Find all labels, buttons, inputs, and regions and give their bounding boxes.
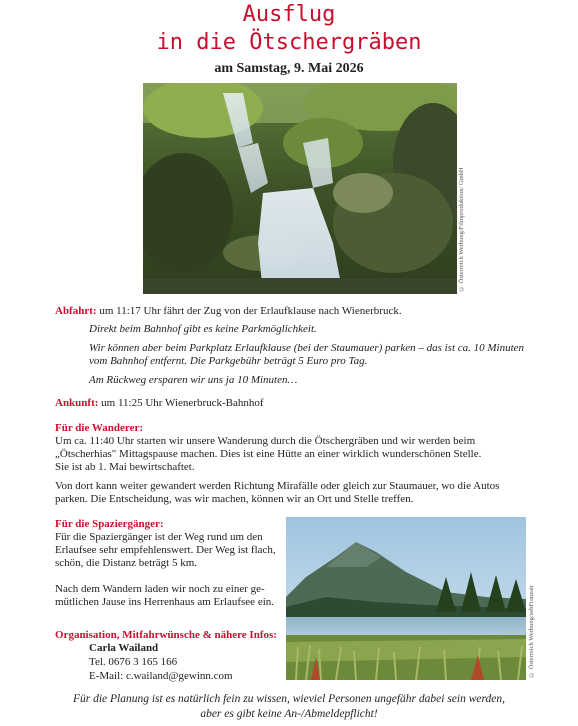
abfahrt-note-1: Direkt beim Bahnhof gibt es keine Parkmöglichkeit. xyxy=(89,323,317,335)
abfahrt-note-2a: Wir können aber beim Parkplatz Erlaufklause (bei der Staumauer) parken – das ist ca. 10 Minuten xyxy=(89,342,525,354)
wanderer-heading: Für die Wanderer: xyxy=(55,422,143,434)
footer-line-1: Für die Planung ist es natürlich fein zu wissen, wieviel Personen ungefähr dabei sein werden, xyxy=(72,693,506,705)
contact-email[interactable]: E-Mail: c.wailand@gewinn.com xyxy=(89,670,233,682)
organisation-heading: Organisation, Mitfahrwünsche & nähere Infos: xyxy=(55,629,277,641)
photo-credit-2: © Österreich Werbung/sebFranzair xyxy=(528,585,535,678)
ankunft-text: um 11:25 Uhr Wienerbruck-Bahnhof xyxy=(98,397,264,409)
waterfall-photo xyxy=(143,83,457,294)
wanderer-p2-line1: Von dort kann weiter gewandert werden Richtung Mirafälle oder gleich zur Staumauer, wo die Autos xyxy=(55,480,500,492)
spaziergaenger-line1: Für die Spaziergänger ist der Weg rund um den xyxy=(55,531,263,543)
wanderer-p1-line3: Sie ist ab 1. Mai bewirtschaftet. xyxy=(55,461,195,473)
wanderer-p2-line2: parken. Die Entscheidung, was wir machen, können wir an Ort und Stelle treffen. xyxy=(55,493,414,505)
lake-photo xyxy=(286,517,526,680)
title-line-1: Ausflug xyxy=(242,2,336,27)
wanderer-p1-line2: „Ötscherhias" Mittagspause machen. Dies ist eine Hütte an einer wirklich wunderschönen Stelle. xyxy=(55,448,482,460)
footer-line-2: aber es gibt keine An-/Abmeldepflicht! xyxy=(200,708,378,720)
ankunft-line xyxy=(55,396,264,410)
title-line-2: in die Ötschergräben xyxy=(156,30,422,55)
event-date: am Samstag, 9. Mai 2026 xyxy=(214,61,364,76)
spaziergaenger-line5: mütlichen Jause ins Herrenhaus am Erlaufsee ein. xyxy=(55,596,275,608)
contact-name: Carla Wailand xyxy=(89,642,159,654)
contact-phone: Tel. 0676 3 165 166 xyxy=(89,656,178,668)
spaziergaenger-line2: Erlaufsee sehr empfehlenswert. Der Weg ist flach, xyxy=(55,544,276,556)
ankunft-label: Ankunft: xyxy=(55,397,99,409)
wanderer-p1-line1: Um ca. 11:40 Uhr starten wir unsere Wanderung durch die Ötschergräben und wir werden beim xyxy=(55,435,476,447)
spaziergaenger-line3: schön, die Distanz beträgt 5 km. xyxy=(55,557,198,569)
abfahrt-note-2b: vom Bahnhof entfernt. Die Parkgebühr beträgt 5 Euro pro Tag. xyxy=(89,355,368,367)
abfahrt-text: um 11:17 Uhr fährt der Zug von der Erlaufklause nach Wienerbruck. xyxy=(96,305,402,317)
abfahrt-label: Abfahrt: xyxy=(55,305,97,317)
spaziergaenger-line4: Nach dem Wandern laden wir noch zu einer ge- xyxy=(55,583,265,595)
abfahrt-note-3: Am Rückweg ersparen wir uns ja 10 Minuten… xyxy=(89,374,298,386)
spaziergaenger-heading: Für die Spaziergänger: xyxy=(55,518,164,530)
abfahrt-line xyxy=(55,304,402,318)
photo-credit-1: © Österreich Werbung/Filmproduktion/ GmbH xyxy=(458,167,465,292)
